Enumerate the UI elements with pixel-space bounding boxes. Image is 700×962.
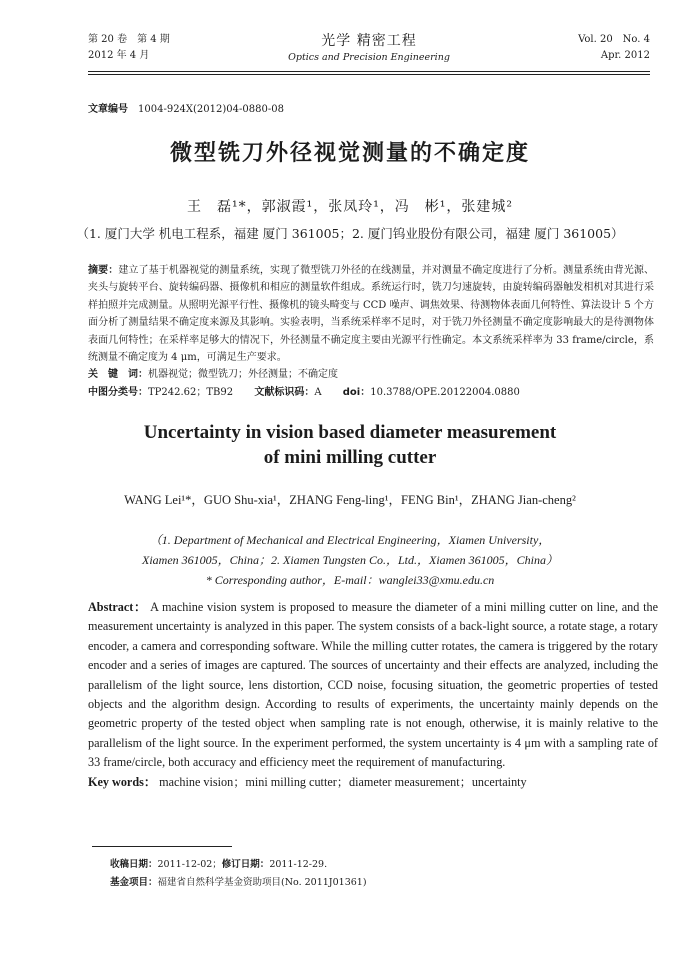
paper-title-en-line1: Uncertainty in vision based diameter measurement [143, 422, 557, 443]
article-number-label: 文章编号 [88, 104, 128, 115]
article-number [88, 100, 284, 115]
keywords-en [88, 773, 658, 792]
affiliation-en-line2: Xiamen 361005，China；2. Xiamen Tungsten Co.，Ltd.，Xiamen 361005，China） [142, 553, 558, 567]
received-label: 收稿日期： [110, 859, 158, 870]
article-number-value: 1004-924X(2012)04-0880-08 [138, 104, 284, 115]
abstract-cn-label: 摘要： [88, 265, 119, 276]
paper-title-en [0, 420, 700, 470]
corresponding-author: * Corresponding author，E-mail：wanglei33@xmu.edu.cn [205, 573, 495, 587]
abstract-cn [88, 262, 654, 401]
clc-label: 中图分类号： [88, 386, 148, 398]
abstract-en [88, 598, 658, 792]
footnote-dates [110, 856, 367, 874]
paper-title-cn: 微型铣刀外径视觉测量的不确定度 [169, 141, 530, 166]
doc-code-value: A [314, 386, 322, 398]
affiliation-en [0, 530, 700, 590]
keywords-cn-text: 机器视觉；微型铣刀；外径测量；不确定度 [148, 369, 338, 381]
fund-value: 福建省自然科学基金资助项目(No. 2011J01361) [157, 877, 367, 888]
abstract-en-text: A machine vision system is proposed to measure the diameter of a mini milling cutter on line, and the measurement uncertainty is analyzed in this paper. The system consists of a back-light source, a rotate stage, a rotary encoder, a camera and corresponding software. While the milling cutter rotates, the camera is triggered by the rotary encoder and a series of images are captured. The sources of uncertainty and their effects are analyzed, including the parallelism of the light source, lens distortion, CCD noise, focusing situation, the geometric properties of tested objects and the algorithm design. According to results of experiments, the uncertainty mainly depends on the geometric property of the tested object when sampling rate is not enough, otherwise, it is mainly relative to the parallelism of the light source. In the experiment performed, the system uncertainty is 4 μm with a sampling rate of 33 frame/circle, both accuracy and efficiency meet the requirement of manufacturing. [88, 600, 659, 770]
revised-label: 修订日期： [221, 859, 270, 870]
keywords-cn-label: 关 键 词： [88, 369, 148, 381]
revised-value: 2011-12-29. [269, 859, 328, 870]
keywords-cn [88, 366, 654, 383]
header-rule-thick [88, 71, 650, 72]
header-date-cn: 2012 年 4 月 [88, 50, 150, 61]
header-volume-cn: 第 20 卷 第 4 期 [88, 34, 170, 45]
header-rule-thin [88, 74, 650, 75]
fund-label: 基金项目： [110, 877, 158, 888]
paper-title-en-line2: of mini milling cutter [263, 447, 437, 468]
affiliation-cn: （1. 厦门大学 机电工程系，福建 厦门 361005；2. 厦门钨业股份有限公司，福建 厦门 361005） [76, 226, 624, 241]
journal-title-cn: 光学 精密工程 [321, 33, 417, 49]
journal-title-en: Optics and Precision Engineering [288, 52, 450, 63]
clc-value: TP242.62；TB92 [148, 386, 234, 398]
keywords-en-label: Key words： [88, 774, 157, 789]
abstract-cn-text: 建立了基于机器视觉的测量系统，实现了微型铣刀外径的在线测量，并对测量不确定度进行了分析。测量系统由背光源、夹头与旋转平台、旋转编码器、摄像机和相应的测量软件组成。系统运行时，铣刀匀速旋转，由旋转编码器触发相机对其进行采样拍照并完成测量。从照明光源平行性、摄像机的镜头畸变与 CCD 噪声、调焦效果、待测物体表面几何特性、算法设计 5 个方面分析了测量结果不确定度来源及其影响。实验表明，当系统采样率不足时，对于铣刀外径测量不确定度影响最大的是待测物体表面几何特性；在采样率足够大的情况下，外径测量不确定度主要由光源平行性确定。本文系统采样率为 33 frame/circle，系统测量不确定度为 4 μm，可满足生产要求。 [88, 265, 655, 364]
footnote-fund [110, 874, 367, 892]
header-volume-en: Vol. 20 No. 4 [578, 34, 650, 45]
abstract-en-label: Abstract： [88, 600, 147, 614]
doi-label: doi： [342, 386, 371, 398]
header-center [88, 32, 650, 66]
received-value: 2011-12-02； [157, 859, 222, 870]
affiliation-en-line1: （1. Department of Mechanical and Electrical Engineering，Xiamen University， [149, 533, 551, 547]
authors-cn: 王 磊¹*，郭淑霞¹，张凤玲¹，冯 彬¹，张建城² [186, 199, 514, 215]
abstract-en-paragraph [88, 598, 658, 773]
abstract-cn-paragraph [88, 262, 654, 366]
header-date-en: Apr. 2012 [600, 50, 650, 61]
footnote-rule [92, 846, 232, 847]
authors-en: WANG Lei¹*，GUO Shu-xia¹，ZHANG Feng-ling¹，FENG Bin¹，ZHANG Jian-cheng² [124, 493, 576, 507]
running-header [88, 32, 650, 72]
keywords-en-text: machine vision；mini milling cutter；diameter measurement；uncertainty [159, 774, 527, 789]
footnotes [110, 856, 367, 892]
header-right [578, 32, 650, 64]
doi-value: 10.3788/OPE.20122004.0880 [370, 386, 520, 398]
classification-line [88, 384, 654, 401]
doc-code-label: 文献标识码： [254, 386, 315, 398]
